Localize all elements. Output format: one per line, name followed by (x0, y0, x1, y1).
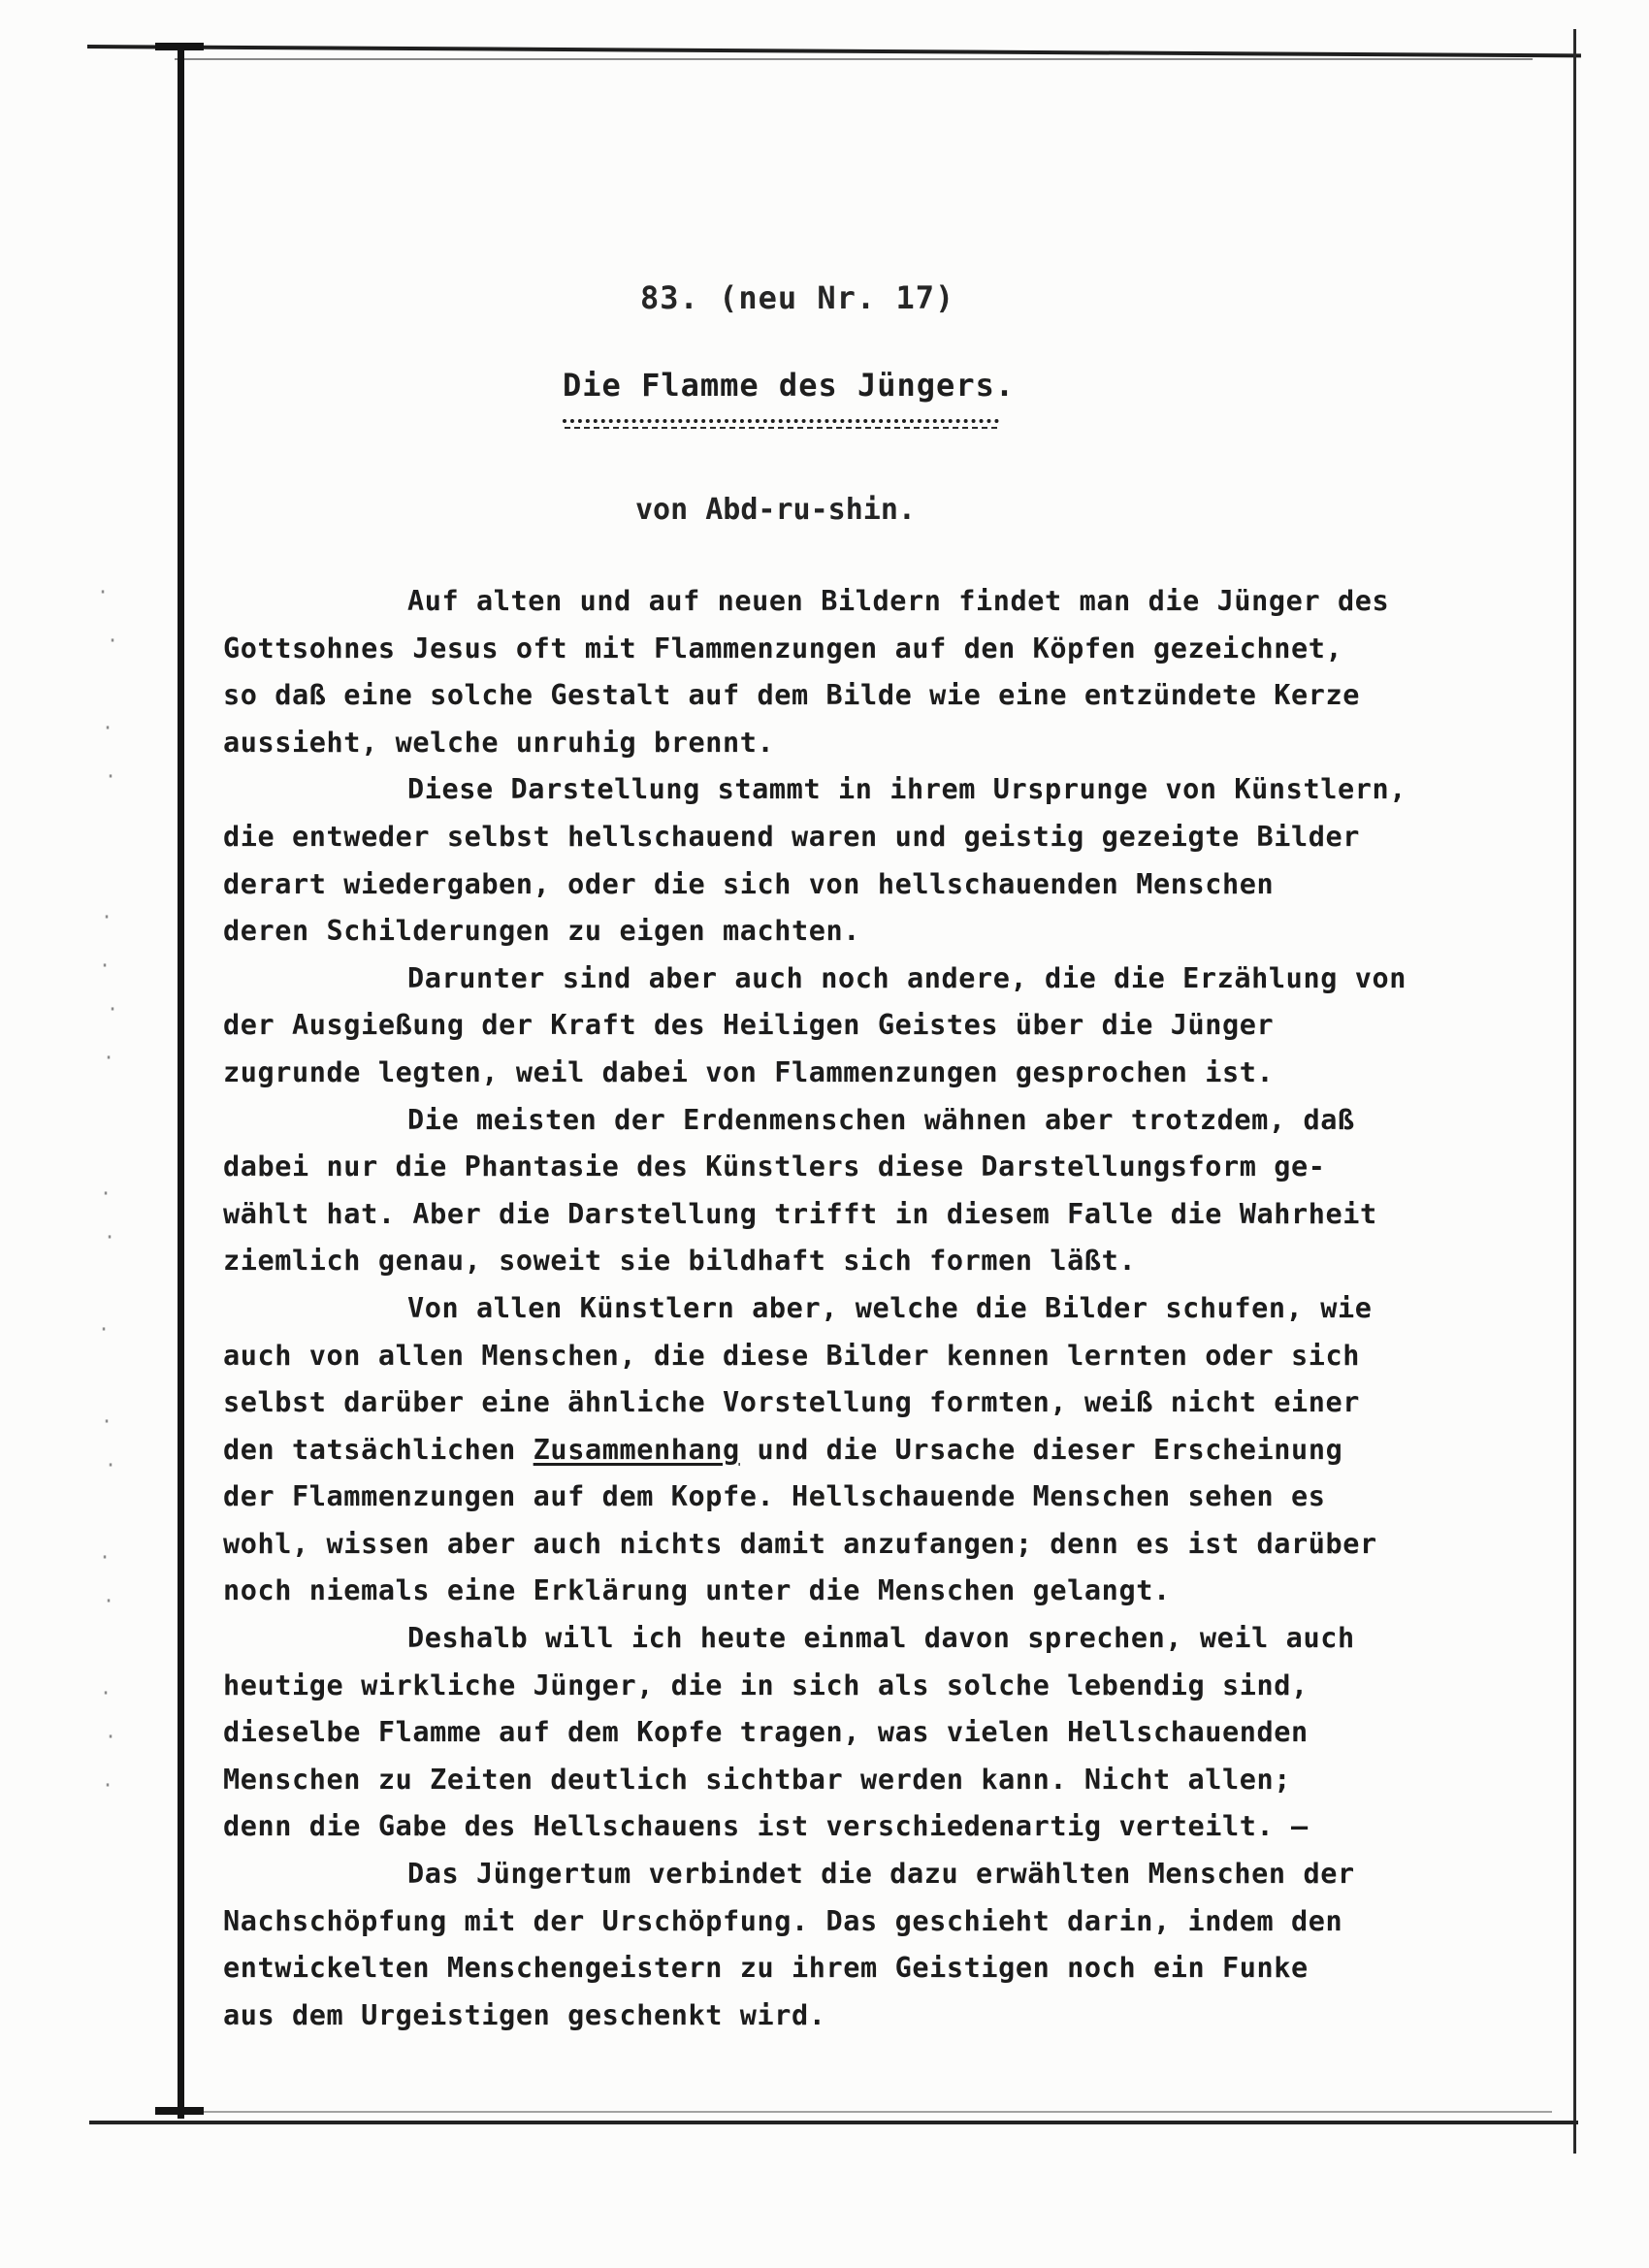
text-line: heutige wirkliche Jünger, die in sich als solche lebendig sind, (223, 1669, 1309, 1701)
text-line: aus dem Urgeistigen geschenkt wird. (223, 1998, 826, 2031)
text-line: Von allen Künstlern aber, welche die Bilder schufen, wie (407, 1291, 1373, 1324)
text-line: Menschen zu Zeiten deutlich sichtbar werden kann. Nicht allen; (223, 1763, 1292, 1796)
text-line: derart wiedergaben, oder die sich von hellschauenden Menschen (223, 867, 1275, 900)
paragraph-4 (223, 1097, 1513, 1285)
document-title: Die Flamme des Jüngers. (563, 367, 1016, 404)
title-underline (563, 419, 999, 423)
text-line: Deshalb will ich heute einmal davon sprechen, weil auch (407, 1622, 1355, 1655)
paragraph-6 (223, 1615, 1513, 1851)
text-line: so daß eine solche Gestalt auf dem Bilde wie eine entzündete Kerze (223, 679, 1361, 712)
document-number: 83. (neu Nr. 17) (640, 279, 955, 316)
text-line: der Flammenzungen auf dem Kopfe. Hellschauende Menschen sehen es (223, 1480, 1326, 1513)
binder-margin-line (178, 43, 184, 2119)
text-line: Die meisten der Erdenmenschen wähnen aber trotzdem, daß (407, 1103, 1355, 1136)
paragraph-5 (223, 1285, 1513, 1615)
text-line: noch niemals eine Erklärung unter die Menschen gelangt. (223, 1574, 1171, 1607)
text-line: zugrunde legten, weil dabei von Flammenzungen gesprochen ist. (223, 1055, 1275, 1088)
text-line: Darunter sind aber auch noch andere, die die Erzählung von (407, 961, 1406, 994)
binder-tick-bottom (155, 2107, 204, 2115)
text-line: aussieht, welche unruhig brennt. (223, 726, 775, 759)
text-line: Nachschöpfung mit der Urschöpfung. Das geschieht darin, indem den (223, 1904, 1343, 1937)
paragraph-2 (223, 766, 1513, 955)
text-line: wohl, wissen aber auch nichts damit anzufangen; denn es ist darüber (223, 1527, 1377, 1560)
document-author: von Abd-ru-shin. (635, 493, 916, 527)
text-line: dieselbe Flamme auf dem Kopfe tragen, was vielen Hellschauenden (223, 1716, 1309, 1749)
text-segment: und die Ursache dieser Erscheinung (757, 1433, 1343, 1466)
scanned-page: · · · · · · · · · · · · · · · · · · 83. (neu Nr. 17) Die Flamme des Jüngers. von Abd-ru-shin. Auf alten und auf neuen Bildern findet man die Jünger des Gottsohnes Jesus oft mit Flammenzungen auf den Köpfen gezeichnet, so daß eine solche Gestalt auf dem Bilde wie eine entzündete Kerze aussieht, welche unruhig brennt. Diese Darstellung stammt in ihrem Ursprunge von Künstlern, die entweder selbst hellschauend waren und geistig gezeigte Bilder derart wiedergaben, oder die sich von hellschauenden Menschen deren Schilderungen zu eigen machten. Darunter sind aber auch noch andere, die die Erzählung von der Ausgießung der Kraft des Heiligen Geistes über die Jünger zugrunde legten, weil dabei von Flammenzungen gesprochen ist. Die meisten der Erdenmenschen wähnen aber trotzdem, daß dabei nur die Phantasie des Künstlers diese Darstellungsform ge- wählt hat. Aber die Darstellung trifft in diesem Falle die Wahrheit ziemlich genau, soweit sie bildhaft sich formen läßt. Von allen Künstlern aber, welche die Bilder schufen, wie auch von allen Menschen, die diese Bilder kennen lernten oder sich selbst darüber eine ähnliche Vorstellung formten, weiß nicht einer den tatsächlichen Zusammenhang und die Ursache dieser Erscheinung der Flammenzungen auf dem Kopfe. Hellschauende Menschen sehen es wohl, wissen aber auch nichts damit anzufangen; denn es ist darüber noch niemals eine Erklärung unter die Menschen gelangt. Deshalb will ich heute einmal davon sprechen, weil auch heutige wirkliche Jünger, die in sich als solche lebendig sind, dieselbe Flamme auf dem Kopfe tragen, was vielen Hellschauenden Menschen zu Zeiten deutlich sichtbar werden kann. Nicht allen; denn die Gabe des Hellschauens ist verschiedenartig verteilt. – Das Jüngertum verbindet die dazu erwählten Menschen der Nachschöpfung mit der Urschöpfung. Das geschieht darin, indem den entwickelten Menschengeistern zu ihrem Geistigen noch ein Funke aus dem Urgeistigen geschenkt wird. (0, 0, 1649, 2268)
text-line: denn die Gabe des Hellschauens ist verschiedenartig verteilt. – (223, 1810, 1309, 1843)
frame-bottom-inner-line (175, 2111, 1552, 2113)
text-line: deren Schilderungen zu eigen machten. (223, 915, 861, 948)
frame-top-line (87, 45, 1581, 57)
paragraph-1 (223, 578, 1513, 766)
document-body (223, 578, 1513, 2039)
title-underline-second (565, 427, 997, 429)
text-line: Auf alten und auf neuen Bildern findet man die Jünger des (407, 585, 1390, 617)
text-line: Das Jüngertum verbindet die dazu erwählten Menschen der (407, 1858, 1355, 1891)
paragraph-3 (223, 956, 1513, 1097)
frame-top-inner-line (175, 58, 1533, 60)
frame-right-line (1573, 29, 1576, 2154)
text-line: auch von allen Menschen, die diese Bilder kennen lernten oder sich (223, 1339, 1361, 1372)
text-line: wählt hat. Aber die Darstellung trifft in diesem Falle die Wahrheit (223, 1197, 1377, 1230)
text-line: selbst darüber eine ähnliche Vorstellung formten, weiß nicht einer (223, 1386, 1361, 1419)
frame-bottom-line (89, 2121, 1578, 2124)
text-line (223, 1427, 1513, 1474)
text-line: Diese Darstellung stammt in ihrem Ursprunge von Künstlern, (407, 773, 1406, 806)
underlined-word: Zusammenhang (533, 1433, 740, 1466)
text-line: entwickelten Menschengeistern zu ihrem Geistigen noch ein Funke (223, 1952, 1309, 1985)
text-line: Gottsohnes Jesus oft mit Flammenzungen auf den Köpfen gezeichnet, (223, 632, 1343, 664)
paragraph-7 (223, 1851, 1513, 2039)
text-line: der Ausgießung der Kraft des Heiligen Geistes über die Jünger (223, 1009, 1275, 1042)
text-line: die entweder selbst hellschauend waren und geistig gezeigte Bilder (223, 820, 1361, 853)
text-line: ziemlich genau, soweit sie bildhaft sich formen läßt. (223, 1245, 1137, 1278)
text-segment: den tatsächlichen (223, 1433, 516, 1466)
text-line: dabei nur die Phantasie des Künstlers diese Darstellungsform ge- (223, 1150, 1326, 1183)
